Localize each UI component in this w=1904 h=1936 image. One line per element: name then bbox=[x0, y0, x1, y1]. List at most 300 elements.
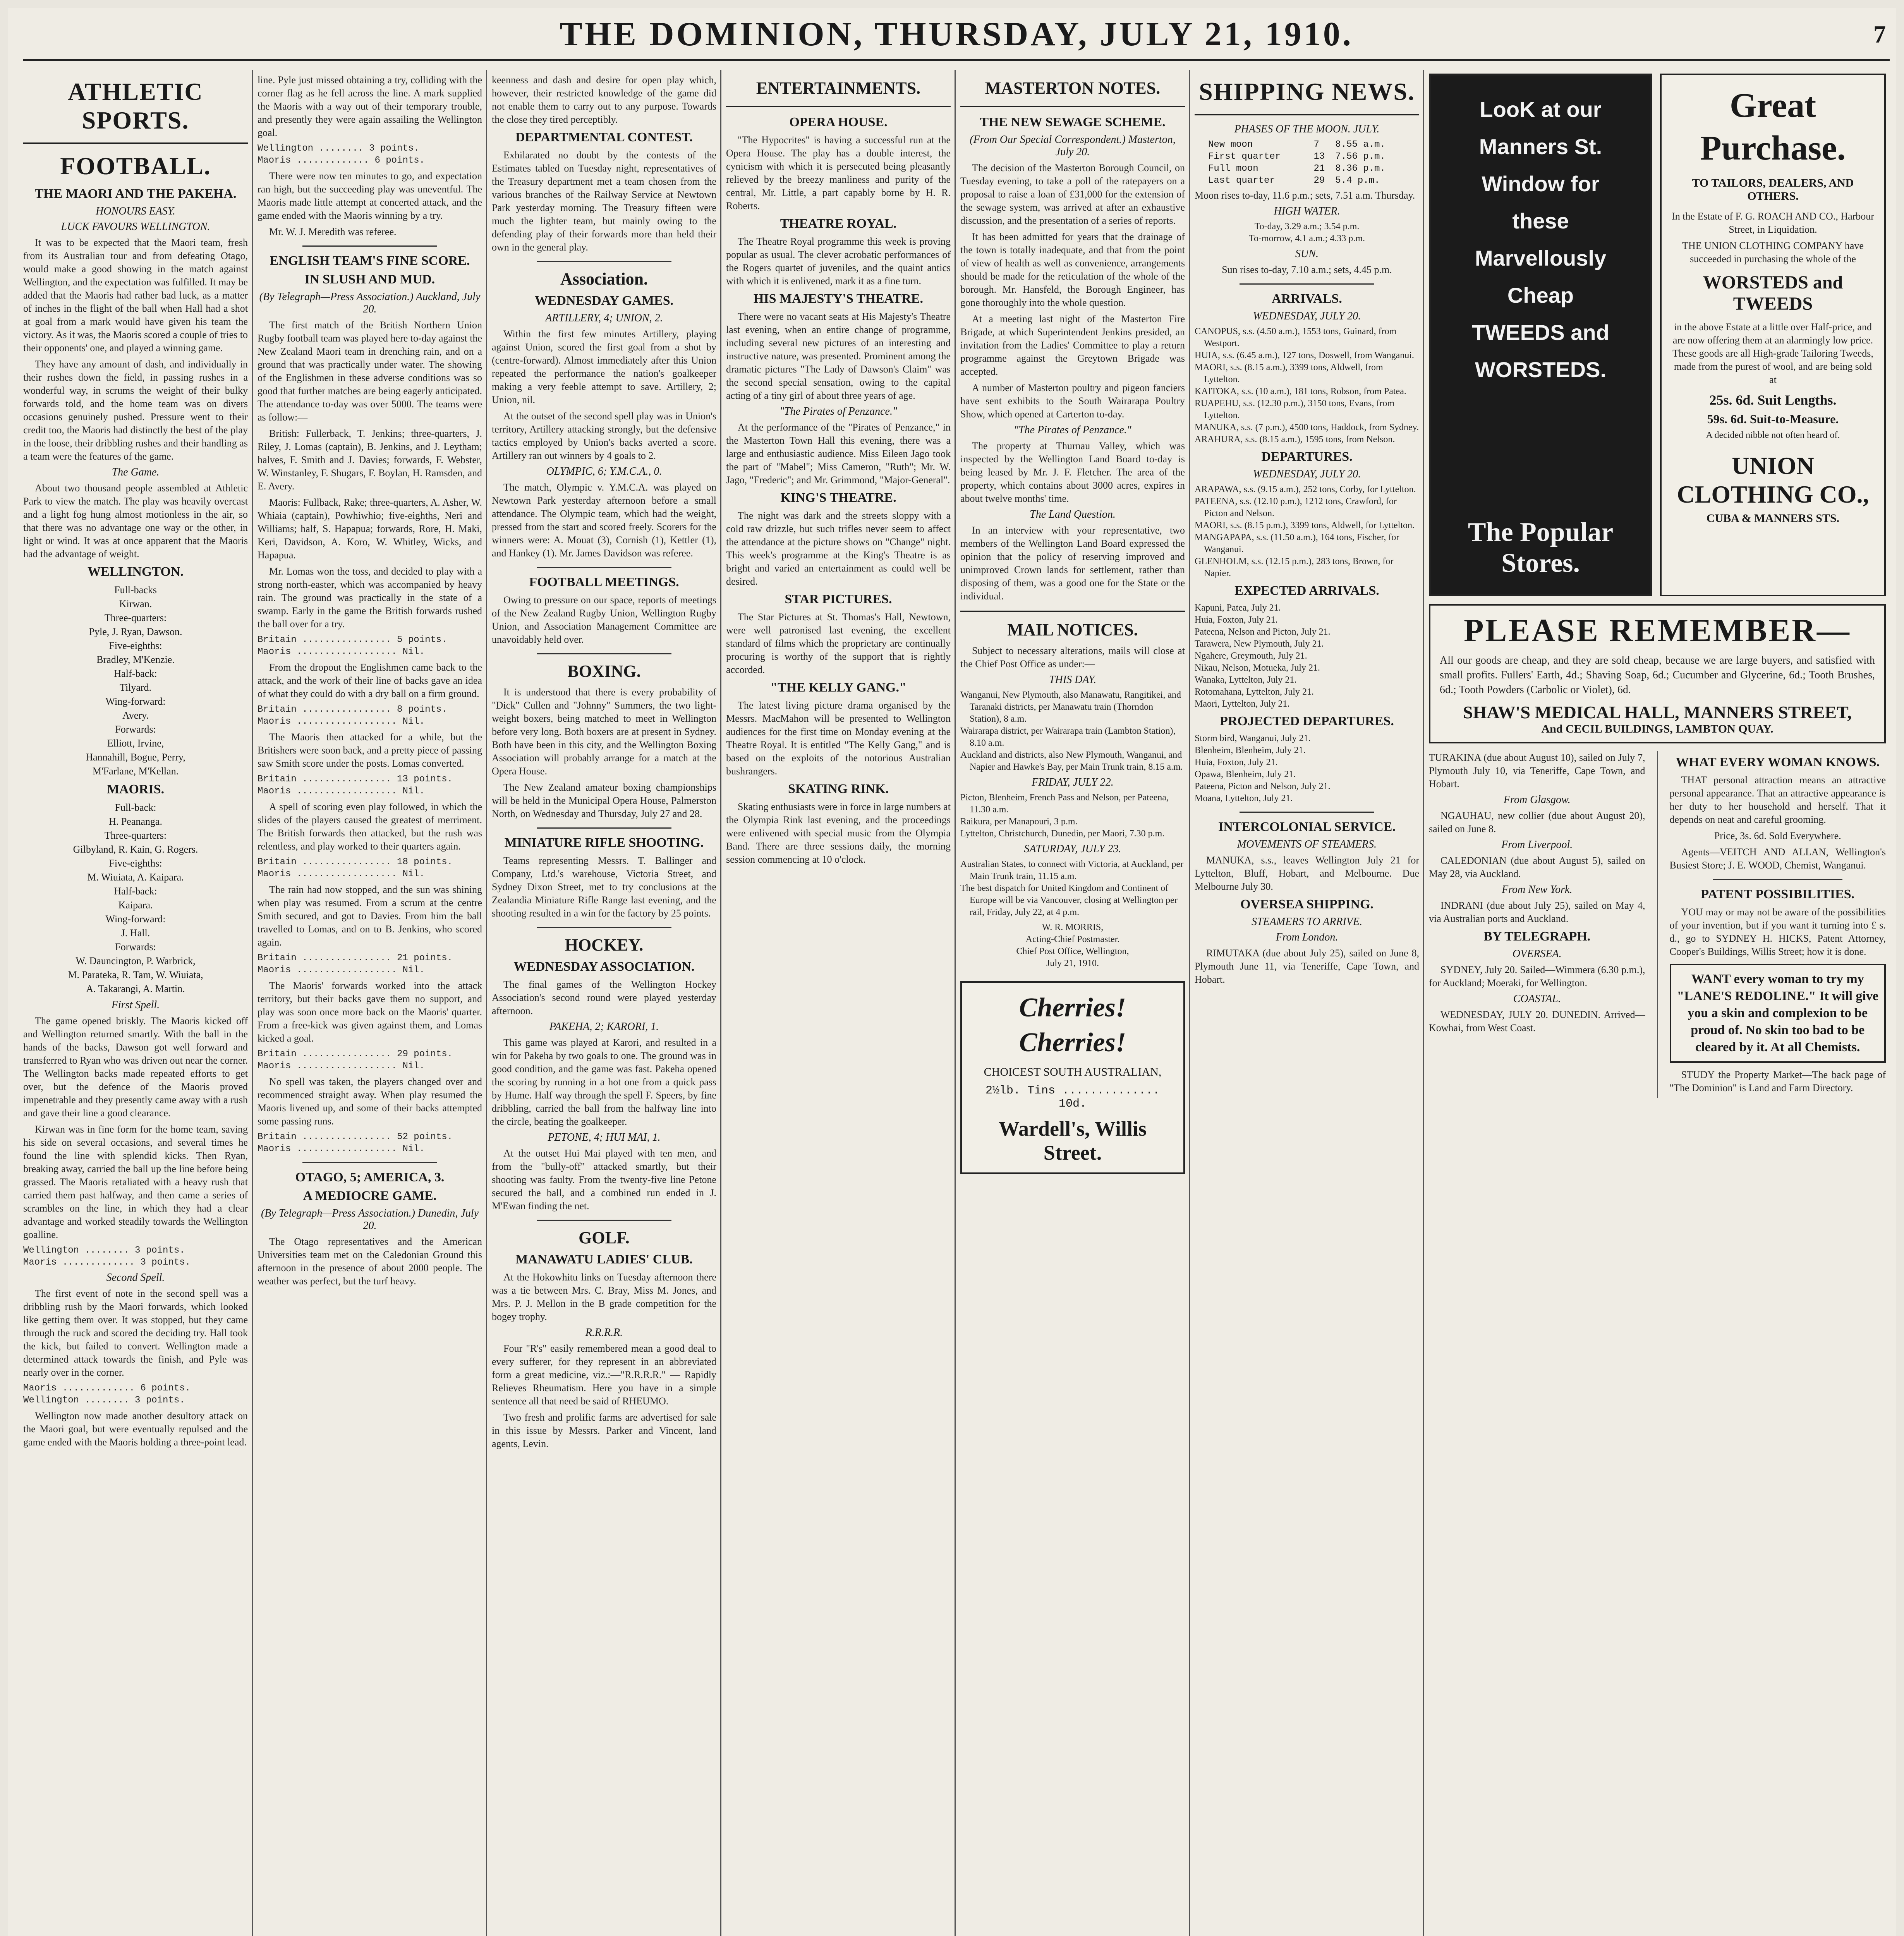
ad-text: in the above Estate at a little over Half-price, and are now offering them at an alarmingly low price. These goods are all High-grade Tailoring Tweeds, made from the purest of wool, and are being sold at bbox=[1672, 321, 1873, 385]
list-item: Storm bird, Wanganui, July 21. bbox=[1195, 733, 1311, 743]
ad-text: All our goods are cheap, and they are sold cheap, because we are large buyers, and satisfied with small profits. Fullers' Earth, 4d.; Shaving Soap, 6d.; Cucumber and Glycerine, 6d.; Tooth Brushes, 6d.; Tooth Powders (Carbolic or Violet), 6d. bbox=[1440, 654, 1875, 696]
divider bbox=[537, 827, 671, 829]
article-subheading: From New York. bbox=[1502, 884, 1573, 896]
article-paragraph: WEDNESDAY, JULY 20. DUNEDIN. Arrived—Kowhai, from West Coast. bbox=[1429, 1009, 1645, 1033]
list-item: Pateena, Picton and Nelson, July 21. bbox=[1195, 781, 1331, 791]
team-line: Full-back: bbox=[115, 802, 156, 813]
list-item: CANOPUS, s.s. (4.50 a.m.), 1553 tons, Guinard, from Westport. bbox=[1195, 326, 1397, 348]
list-item: Picton, Blenheim, French Pass and Nelson, per Pateena, 11.30 a.m. bbox=[960, 793, 1169, 815]
team-line: A. Takarangi, A. Martin. bbox=[86, 983, 185, 994]
article-paragraph: This game was played at Karori, and resulted in a win for Pakeha by two goals to one. The ground was in good condition, and the game was fast. Pakeha opened the scoring by running in a hot one from a quick pass by Hume. Half way through the spell F. Speers, by fine dribbling, carried the ball from the halfway line into the circle, beating the goalkeeper. bbox=[492, 1037, 716, 1127]
article-subheading: THIS DAY. bbox=[1049, 674, 1096, 686]
ad-line: WORSTEDS. bbox=[1475, 357, 1607, 382]
list-item: Blenheim, Blenheim, July 21. bbox=[1195, 745, 1306, 755]
article-heading: THEATRE ROYAL. bbox=[780, 216, 897, 231]
article-subheading: R.R.R.R. bbox=[585, 1327, 623, 1339]
article-paragraph: Two fresh and prolific farms are advertised for sale in this issue by Messrs. Parker and Vincent, land agents, Levin. bbox=[492, 1412, 716, 1449]
article-heading: OVERSEA SHIPPING. bbox=[1240, 897, 1373, 911]
section-heading: MASTERTON NOTES. bbox=[985, 79, 1161, 98]
article-subheading: From Liverpool. bbox=[1501, 839, 1573, 851]
ad-line: Cheap bbox=[1507, 283, 1574, 307]
column-6 bbox=[1195, 74, 1419, 1936]
list-item: Huia, Foxton, July 21. bbox=[1195, 757, 1278, 767]
divider bbox=[726, 106, 951, 107]
team-line: Half-back: bbox=[114, 668, 157, 679]
article-subheading: Second Spell. bbox=[106, 1272, 165, 1284]
article-paragraph: The Theatre Royal programme this week is proving popular as usual. The clever acrobatic performances of the Rogers quartet of juveniles, and the quaint antics with which it is enlivened, mark it as a fine turn. bbox=[726, 236, 951, 287]
team-line: Bradley, M'Kenzie. bbox=[96, 654, 175, 665]
article-paragraph: At the outset of the second spell play was in Union's territory, Artillery attacking strongly, but the defensive tactics employed by Union's backs averted a score. Artillery ran out winners by 4 goals to 2. bbox=[492, 410, 716, 461]
team-line: Hannahill, Bogue, Perry, bbox=[86, 752, 185, 763]
masthead bbox=[23, 11, 1890, 61]
article-subheading: WEDNESDAY, JULY 20. bbox=[1253, 468, 1361, 480]
article-subheading: WEDNESDAY GAMES. bbox=[534, 293, 674, 308]
article-subheading: PETONE, 4; HUI MAI, 1. bbox=[548, 1131, 661, 1143]
team-line: Three-quarters: bbox=[104, 830, 167, 841]
article-paragraph: The first event of note in the second spell was a dribbling rush by the Maori forwards, which looked like getting them over. It was stopped, but they came through the ruck and scored the deciding try. Hall took the kick, but failed to convert. Wellington made a determined attack towards the finish, and Pyle was nearly over in the corner. bbox=[23, 1288, 248, 1378]
article-paragraph: It was to be expected that the Maori team, fresh from its Australian tour and from defeating Otago, would make a good showing in the match against Wellington, and the expectation was fulfilled. It may be added that the Maoris had rather bad luck, as a matter of inches in the flight of the ball when Hall had a shot at goal from a mark would have given his team the victory. As it was, the Maoris scored a couple of tries to their opponents' one, and played a winning game. bbox=[23, 237, 248, 354]
column-1 bbox=[23, 74, 248, 1936]
list-item: Maori, Lyttelton, July 21. bbox=[1195, 699, 1290, 709]
team-line: Wing-forward: bbox=[105, 913, 166, 925]
article-paragraph: MANUKA, s.s., leaves Wellington July 21 for Lyttelton, Bluff, Hobart, and Melbourne. Due Melbourne July 30. bbox=[1195, 855, 1419, 892]
score-line bbox=[258, 1131, 482, 1155]
article-paragraph: Within the first few minutes Artillery, playing against Union, scored the first goal from a shot by (centre-forward). Almost immediately after this Union repeated the performance the nation's goalkeeper making a very feeble attempt to save. Artillery, 2; Union, nil. bbox=[492, 328, 716, 405]
column-rule bbox=[720, 70, 721, 1936]
team-line: J. Hall. bbox=[121, 927, 150, 939]
section-heading: HOCKEY. bbox=[565, 935, 644, 954]
ad-address: CUBA & MANNERS STS. bbox=[1706, 512, 1840, 525]
score: Britain ................ 13 points. bbox=[258, 774, 453, 784]
page-number: 7 bbox=[1873, 21, 1886, 48]
list-item: HUIA, s.s. (6.45 a.m.), 127 tons, Doswell, from Wanganui. bbox=[1195, 350, 1414, 360]
list-item: GLENHOLM, s.s. (12.15 p.m.), 283 tons, Brown, for Napier. bbox=[1195, 556, 1394, 578]
divider bbox=[537, 567, 671, 568]
article-paragraph: The rain had now stopped, and the sun was shining when play was resumed. From a scrum at the centre Smith secured, and got to Davies. From him the ball travelled to Lomas, and on to B. Jenkins, who scored again. bbox=[258, 884, 482, 948]
list-item: PATEENA, s.s. (12.10 p.m.), 1212 tons, Crawford, for Picton and Nelson. bbox=[1195, 496, 1397, 518]
ad-headline: PLEASE REMEMBER— bbox=[1464, 613, 1851, 649]
column-8-lower bbox=[1670, 751, 1886, 1098]
team-line: M. Parateka, R. Tam, W. Wiuiata, bbox=[68, 969, 203, 980]
ad-firm-name: UNION CLOTHING CO., bbox=[1677, 452, 1869, 508]
score-line bbox=[258, 1048, 482, 1072]
article-subheading: WEDNESDAY ASSOCIATION. bbox=[513, 959, 695, 974]
team-line: Five-eighths: bbox=[109, 640, 162, 651]
list-item: Nikau, Nelson, Motueka, July 21. bbox=[1195, 663, 1320, 673]
ad-text: In the Estate of F. G. ROACH AND CO., Harbour Street, in Liquidation. bbox=[1672, 211, 1874, 235]
score: Maoris ............. 6 points. bbox=[258, 155, 425, 166]
team-line: Avery. bbox=[122, 710, 149, 721]
ad-note: A decided nibble not often heard of. bbox=[1706, 430, 1840, 440]
score-line bbox=[23, 1382, 248, 1406]
article-heading: FOOTBALL MEETINGS. bbox=[529, 575, 679, 589]
team-heading: MAORIS. bbox=[106, 782, 165, 796]
ad-text: WANT every woman to try my "LANE'S REDOLINE." It will give you a skin and complexion to be proud of. No skin too bad to be cleared by it. At all Chemists. bbox=[1677, 972, 1878, 1054]
article-paragraph: About two thousand people assembled at Athletic Park to view the match. The play was heavily overcast and a light fog hung almost motionless in the air, so that there was no advantage one way or the other, in light or wind. It was at once apparent that the Maoris had the advantage of weight. bbox=[23, 482, 248, 560]
score: Britain ................ 8 points. bbox=[258, 704, 447, 715]
article-subheading: MANAWATU LADIES' CLUB. bbox=[515, 1252, 693, 1267]
column-rule bbox=[1657, 751, 1658, 1098]
list-item: Pateena, Nelson and Picton, July 21. bbox=[1195, 627, 1331, 637]
article-paragraph: Wellington now made another desultory attack on the Maori goal, but were eventually repulsed and the game ended with the Maoris holding a three-point lead. bbox=[23, 1410, 248, 1448]
article-paragraph: It is understood that there is every probability of "Dick" Cullen and "Johnny" Summers, the two light-weight boxers, being matched to meet in Wellington before very long. Both boxers are at present in Sydney. Both have been in this city, and the Wellington Boxing Association will probably arrange for a match at the Opera House. bbox=[492, 687, 716, 777]
article-paragraph: Kirwan was in fine form for the home team, saving his side on several occasions, and several times he found the line with splendid kicks. Then Ryan, breaking away, carried the ball up the line before being grassed. The Maoris retaliated with a heavy rush that carried them past halfway, and then came a series of scrambles on the line, in which they had a clear advantage and worked steadily towards the Wellington goalline. bbox=[23, 1124, 248, 1240]
article-subheading: The Land Question. bbox=[1030, 508, 1116, 520]
article-paragraph: The game opened briskly. The Maoris kicked off and Wellington returned smartly. With the ball in the hands of the backs, Dawson got well forward and transferred to Ryan who was driven out near the corner. The Wellington backs made repeated efforts to get over, but the defence of the Maoris proved impenetrable and they presently came away with a rush and gave their line a good clearance. bbox=[23, 1015, 248, 1119]
article-heading: OPERA HOUSE. bbox=[789, 115, 888, 129]
list-item: Moana, Lyttelton, July 21. bbox=[1195, 793, 1293, 803]
article-paragraph: No spell was taken, the players changed over and recommenced straight away. When play resumed the Maoris livened up, and some of their backs attempted some passing runs. bbox=[258, 1076, 482, 1127]
column-3 bbox=[492, 74, 716, 1936]
score: Britain ................ 21 points. bbox=[258, 953, 453, 963]
article-paragraph: Subject to necessary alterations, mails will close at the Chief Post Office as under:— bbox=[960, 645, 1185, 669]
article-paragraph: The latest living picture drama organised by the Messrs. MacMahon will be presented to Wellington audiences for the first time on Monday evening at the Theatre Royal. It is entitled "The Kelly Gang," and is based on the exploits of the notorious Australian bushrangers. bbox=[726, 700, 951, 777]
lower-columns bbox=[1429, 751, 1886, 1098]
section-heading: MINIATURE RIFLE SHOOTING. bbox=[504, 836, 704, 850]
divider bbox=[1195, 114, 1419, 115]
article-subheading: "The Pirates of Penzance." bbox=[1014, 424, 1131, 436]
divider bbox=[960, 106, 1185, 107]
team-line: Forwards: bbox=[115, 941, 156, 953]
article-subheading: OVERSEA. bbox=[1512, 948, 1562, 960]
divider bbox=[537, 1220, 671, 1221]
team-line: Half-back: bbox=[114, 886, 157, 897]
projected-departures-list bbox=[1195, 733, 1419, 805]
list-item: ARAHURA, s.s. (8.15 a.m.), 1595 tons, from Nelson. bbox=[1195, 434, 1395, 445]
team-list-maoris bbox=[23, 801, 248, 996]
score: Maoris ............. 6 points. bbox=[23, 1383, 191, 1394]
article-paragraph: The decision of the Masterton Borough Council, on Tuesday evening, to take a poll of the ratepayers on a proposal to raise a loan of £31,000 for the extension of the sewage system, was arrived at after an exhaustive discussion, and the presentation of a series of reports. bbox=[960, 162, 1185, 226]
score-line bbox=[258, 142, 482, 166]
article-paragraph: Skating enthusiasts were in force in large numbers at the Olympia Rink last evening, and the proceedings were enlivened with special music from the Olympia Band. There are three sessions daily, the morning session commencing at 10 o'clock. bbox=[726, 801, 951, 865]
divider bbox=[537, 261, 671, 262]
team-list-wellington bbox=[23, 583, 248, 778]
list-item: To-day, 3.29 a.m.; 3.54 p.m. bbox=[1254, 221, 1360, 232]
article-heading: FOOTBALL. bbox=[60, 152, 211, 180]
article-paragraph: They have any amount of dash, and individually in their rushes down the field, in passing rushes in a wonderful way, in scrums the weight of their bulky forwards told, and the home team was on divers occasions genuinely pushed. Pressure went to their credit too, the Maoris had distinctly the best of the play in the loose, their dribbling rushes and their handling as a team were the features of the game. bbox=[23, 359, 248, 462]
list-item: ARAPAWA, s.s. (9.15 a.m.), 252 tons, Corby, for Lyttelton. bbox=[1195, 484, 1416, 494]
team-line: Kirwan. bbox=[119, 598, 152, 609]
score-line bbox=[258, 634, 482, 658]
divider bbox=[960, 611, 1185, 612]
ad-subline: TO TAILORS, DEALERS, AND OTHERS. bbox=[1692, 177, 1854, 203]
article-paragraph: Agents—VEITCH AND ALLAN, Wellington's Busiest Store; J. E. WOOD, Chemist, Wanganui. bbox=[1669, 846, 1886, 871]
list-item: Wairarapa district, per Wairarapa train (Lambton Station), 8.10 a.m. bbox=[960, 726, 1176, 748]
ad-headline: Cherries! Cherries! bbox=[1019, 993, 1126, 1057]
team-line: Pyle, J. Ryan, Dawson. bbox=[89, 626, 182, 637]
article-paragraph: Exhilarated no doubt by the contests of the Estimates tabled on Tuesday night, representatives of the Treasury department met a team chosen from the various branches of the Railway Service at Newtown Park yesterday morning. The Treasury fifteen were much the lighter team, but mainly owing to the defending play of their forwards more than held their own in the general play. bbox=[492, 149, 716, 253]
column-2 bbox=[258, 74, 482, 1936]
ad-line: Window for bbox=[1482, 172, 1600, 196]
article-paragraph: CALEDONIAN (due about August 5), sailed on May 28, via Auckland. bbox=[1429, 855, 1645, 879]
article-paragraph: At the performance of the "Pirates of Penzance," in the Masterton Town Hall this evening, there was a large and enthusiastic audience. Miss Eileen Jago took the part of "Mabel"; Miss Cameron, "Ruth"; Mr. W. Jago, "Frederic"; and Mr. Grimmond, "Major-General". bbox=[726, 422, 951, 486]
list-item: Australian States, to connect with Victoria, at Auckland, per Main Trunk train, 11.15 a.m. bbox=[960, 859, 1183, 881]
score-line bbox=[258, 704, 482, 728]
article-paragraph: A number of Masterton poultry and pigeon fanciers have sent exhibits to the South Wairarapa Poultry Show, which opened at Carterton to-day. bbox=[960, 382, 1185, 420]
ad-text: THE UNION CLOTHING COMPANY have succeeded in purchasing the whole of the bbox=[1682, 240, 1864, 264]
divider bbox=[537, 653, 671, 654]
list-item: Raikura, per Manapouri, 3 p.m. bbox=[960, 817, 1078, 827]
article-paragraph: RIMUTAKA (due about July 25), sailed on June 8, Plymouth June 11, via Teneriffe, Cape Town, and Hobart. bbox=[1195, 947, 1419, 985]
article-paragraph: Sun rises to-day, 7.10 a.m.; sets, 4.45 p.m. bbox=[1222, 264, 1392, 275]
team-line: Tilyard. bbox=[119, 682, 152, 693]
article-heading: EXPECTED ARRIVALS. bbox=[1234, 584, 1379, 598]
score: Wellington ........ 3 points. bbox=[23, 1245, 185, 1256]
signature-block bbox=[960, 922, 1185, 970]
ad-price: 25s. 6d. Suit Lengths. bbox=[1709, 392, 1837, 408]
article-subheading: THE MAORI AND THE PAKEHA. bbox=[34, 187, 237, 201]
list-item: MAORI, s.s. (8.15 a.m.), 3399 tons, Aldwell, from Lyttelton. bbox=[1195, 362, 1383, 384]
ad-line: Manners St. bbox=[1479, 134, 1602, 159]
article-paragraph: There were now ten minutes to go, and expectation ran high, but the succeeding play was uneventful. The Maoris made little attempt at concerted attack, and the game ended with the Maoris winning by a try. bbox=[258, 170, 482, 221]
article-heading: PATENT POSSIBILITIES. bbox=[1701, 887, 1855, 901]
article-subheading: First Spell. bbox=[111, 999, 160, 1011]
expected-arrivals-list bbox=[1195, 602, 1419, 710]
score: Maoris .................. Nil. bbox=[258, 1144, 425, 1154]
article-heading: PROJECTED DEPARTURES. bbox=[1220, 714, 1394, 728]
article-paragraph: At the Hokowhitu links on Tuesday afternoon there was a tie between Mrs. C. Bray, Miss M. Jones, and Mrs. P. J. Mellon in the B grade competition for the bogey trophy. bbox=[492, 1272, 716, 1322]
departures-list bbox=[1195, 484, 1419, 580]
divider bbox=[302, 1162, 437, 1163]
ad-price: 2½lb. Tins .............. 10d. bbox=[985, 1084, 1160, 1110]
list-item: Ngahere, Greymouth, July 21. bbox=[1195, 651, 1307, 661]
arrivals-list bbox=[1195, 326, 1419, 446]
article-subheading: OLYMPIC, 6; Y.M.C.A., 0. bbox=[546, 465, 662, 477]
article-paragraph: The night was dark and the streets sloppy with a cold raw drizzle, but such trifles never seem to affect the attendance at the picture shows on "Change" night. This week's programme at the King's Theatre is as bright and varied an entertainment as could well be desired. bbox=[726, 510, 951, 587]
list-item: Lyttelton, Christchurch, Dunedin, per Maori, 7.30 p.m. bbox=[960, 829, 1165, 839]
section-heading: GOLF. bbox=[579, 1228, 630, 1247]
masthead-title: THE DOMINION, THURSDAY, JULY 21, 1910. bbox=[560, 15, 1353, 53]
score-line bbox=[23, 1244, 248, 1268]
team-line: Five-eighths: bbox=[109, 858, 162, 869]
newspaper-page bbox=[8, 8, 1896, 1936]
article-paragraph: Four "R's" easily remembered mean a good deal to every sufferer, for they represent in an abbreviated form a great medicine, viz.:—"R.R.R.R." — Rapidly Relieves Rheumatism. Here you have in a simple sentence all that need be said of RHEUMO. bbox=[492, 1343, 716, 1407]
article-subheading: A MEDIOCRE GAME. bbox=[303, 1189, 437, 1203]
score: Wellington ........ 3 points. bbox=[258, 143, 419, 154]
article-heading: ARRIVALS. bbox=[1272, 292, 1342, 306]
score: Maoris .................. Nil. bbox=[258, 647, 425, 657]
score: Maoris .................. Nil. bbox=[258, 786, 425, 796]
score: Maoris .................. Nil. bbox=[258, 869, 425, 879]
article-subheading: PHASES OF THE MOON. JULY. bbox=[1234, 123, 1380, 135]
section-heading: Association. bbox=[560, 269, 648, 288]
article-heading: WHAT EVERY WOMAN KNOWS. bbox=[1676, 755, 1880, 769]
article-heading: INTERCOLONIAL SERVICE. bbox=[1218, 820, 1396, 834]
score: Maoris .................. Nil. bbox=[258, 716, 425, 727]
team-line: Kaipara. bbox=[118, 899, 153, 911]
article-subheading: SUN. bbox=[1295, 248, 1319, 260]
byline: (From Our Special Correspondent.) Masterton, July 20. bbox=[970, 134, 1176, 158]
column-rule bbox=[1189, 70, 1190, 1936]
score-line bbox=[258, 856, 482, 880]
section-heading: MAIL NOTICES. bbox=[1007, 620, 1138, 639]
section-heading: ATHLETIC SPORTS. bbox=[68, 78, 203, 134]
ad-product: WORSTEDS and TWEEDS bbox=[1703, 272, 1843, 314]
article-heading: STAR PICTURES. bbox=[785, 592, 892, 606]
article-paragraph: keenness and dash and desire for open play which, however, their restricted knowledge of the game did not enable them to carry out to any purpose. Towards the close they tired perceptibly. bbox=[492, 74, 716, 125]
article-subheading: MOVEMENTS OF STEAMERS. bbox=[1237, 838, 1377, 850]
article-paragraph: The first match of the British Northern Union Rugby football team was played here to-day against the New Zealand Maori team in drenching rain, and on a ground that was practically under water. The showing of the Englishmen in these adverse conditions was so good that further matches are being eagerly anticipated. The attendance to-day was over 5000. The teams were as follow:— bbox=[258, 319, 482, 423]
cherries-advertisement bbox=[960, 981, 1185, 1174]
team-line: Full-backs bbox=[114, 584, 157, 596]
column-7-lower bbox=[1429, 751, 1645, 1098]
article-paragraph: A spell of scoring even play followed, in which the slides of the players caused the greatest of merriment. The British forwards then attacked, but the rush was relentless, and play worked to their quarters again. bbox=[258, 801, 482, 852]
table-row: Last quarter 29 5.4 p.m. bbox=[1208, 175, 1380, 186]
article-heading: SKATING RINK. bbox=[788, 782, 889, 796]
list-item: Kapuni, Patea, July 21. bbox=[1195, 603, 1281, 613]
article-heading: HIS MAJESTY'S THEATRE. bbox=[753, 292, 924, 306]
article-paragraph: Teams representing Messrs. T. Ballinger and Company, Ltd.'s warehouse, Victoria Street, and Sydney Dixon Street, met to try conclusions at the Zealandia Miniature Rifle Range last evening, and the shooting resulted in a win for the factory by 25 points. bbox=[492, 855, 716, 919]
list-item: The best dispatch for United Kingdom and Continent of Europe will be via Vancouver, closing at Wellington per rail, Friday, July 22, at 4 p.m. bbox=[960, 883, 1178, 917]
article-subheading: PAKEHA, 2; KARORI, 1. bbox=[549, 1021, 659, 1033]
ad-firm-name: SHAW'S MEDICAL HALL, MANNERS STREET, bbox=[1463, 702, 1852, 722]
team-line: M. Wiuiata, A. Kaipara. bbox=[87, 872, 184, 883]
article-subheading: ARTILLERY, 4; UNION, 2. bbox=[545, 312, 663, 324]
ad-line: LooK at our bbox=[1480, 97, 1602, 122]
team-line: M'Farlane, M'Kellan. bbox=[92, 765, 179, 777]
ad-price: Price, 3s. 6d. Sold Everywhere. bbox=[1714, 830, 1841, 841]
list-item: KAITOKA, s.s. (10 a.m.), 181 tons, Robson, from Patea. bbox=[1195, 386, 1406, 396]
ad-line: Marvellously bbox=[1475, 246, 1607, 270]
signature-line: Chief Post Office, Wellington, bbox=[1016, 946, 1129, 956]
great-purchase-advertisement bbox=[1660, 74, 1886, 596]
list-item: Opawa, Blenheim, July 21. bbox=[1195, 769, 1296, 779]
ad-footer: The Popular Stores. bbox=[1468, 517, 1614, 578]
column-7-8 bbox=[1429, 74, 1886, 1936]
article-paragraph: The Star Pictures at St. Thomas's Hall, Newtown, were well patronised last evening, the excellent standard of films which the proprietary are continually procuring is worthy of the support that is rightly accorded. bbox=[726, 611, 951, 675]
column-rule bbox=[1423, 70, 1424, 1936]
list-item: Wanganui, New Plymouth, also Manawatu, Rangitikei, and Taranaki districts, per Manawatu train (Thorndon Station), 8 a.m. bbox=[960, 690, 1181, 724]
article-paragraph: The New Zealand amateur boxing championships will be held in the Municipal Opera House, Palmerston North, on Wednesday and Thursday, July 27 and 28. bbox=[492, 782, 716, 819]
score-line bbox=[258, 773, 482, 797]
article-paragraph: At the outset Hui Mai played with ten men, and from the "bully-off" attacked smartly, but their shooting was faulty. From the twenty-five line Petone secured the ball, and a combined run ended in J. M'Ewan finding the net. bbox=[492, 1148, 716, 1212]
article-paragraph: The Otago representatives and the American Universities team met on the Caledonian Ground this afternoon in the presence of about 2000 people. The weather was perfect, but the turf heavy. bbox=[258, 1236, 482, 1287]
ad-price: 59s. 6d. Suit-to-Measure. bbox=[1707, 412, 1839, 426]
section-heading: BOXING. bbox=[567, 662, 641, 681]
table-row: First quarter 13 7.56 p.m. bbox=[1208, 151, 1386, 162]
advertisement-row bbox=[1429, 74, 1886, 596]
article-paragraph: At a meeting last night of the Masterton Fire Brigade, at which Superintendent Jenkins presided, an invitation from the Ladies' Committee to play a return programme against the Greytown Brigade was accepted. bbox=[960, 313, 1185, 377]
article-heading: THE NEW SEWAGE SCHEME. bbox=[980, 115, 1166, 129]
divider bbox=[537, 927, 671, 928]
ad-copy bbox=[1439, 91, 1643, 388]
table-row: New moon 7 8.55 a.m. bbox=[1208, 139, 1386, 150]
article-paragraph: The final games of the Wellington Hockey Association's second round were played yesterday afternoon. bbox=[492, 979, 716, 1016]
article-paragraph: SYDNEY, July 20. Sailed—Wimmera (6.30 p.m.), for Auckland; Moeraki, for Wellington. bbox=[1429, 964, 1645, 989]
score-line bbox=[258, 952, 482, 976]
article-paragraph: The property at Thurnau Valley, which was inspected by the Wellington Land Board to-day is being leased by Mr. J. F. Fletcher. The area of the property, which contains about 3000 acres, expires in about twelve months' time. bbox=[960, 440, 1185, 504]
article-paragraph: Owing to pressure on our space, reports of meetings of the New Zealand Rugby Union, Wellington Rugby Union, and Association Management Committee are unavoidably held over. bbox=[492, 594, 716, 645]
team-line: W. Dauncington, P. Warbrick, bbox=[76, 955, 196, 966]
ad-address: And CECIL BUILDINGS, LAMBTON QUAY. bbox=[1541, 723, 1774, 735]
article-subheading: HONOURS EASY. bbox=[96, 205, 175, 217]
ad-shop-name: Wardell's, Willis Street. bbox=[998, 1117, 1147, 1164]
column-rule bbox=[252, 70, 253, 1936]
article-paragraph: The match, Olympic v. Y.M.C.A. was played on Newtown Park yesterday afternoon before a small attendance. The Olympic team, which had the weight, pressed from the start and scored freely. Scorers for the winners were: A. Mouat (3), Cornish (1), Kettler (1), and Hankey (1). Mr. James Davidson was referee. bbox=[492, 482, 716, 559]
article-subheading: From Glasgow. bbox=[1503, 794, 1571, 806]
ad-headline: Great Purchase. bbox=[1700, 86, 1846, 167]
score: Maoris .................. Nil. bbox=[258, 1061, 425, 1071]
article-paragraph: There were no vacant seats at His Majesty's Theatre last evening, when an entire change of programme, including several new pictures of an interesting and instructive nature, was presented. Prominent among the dramatic pictures "The Lady of Dawson's Claim" was the second special sensation, owing to the capital acting of a tiny girl of about three years of age. bbox=[726, 311, 951, 401]
article-heading: DEPARTMENTAL CONTEST. bbox=[515, 130, 693, 144]
score: Wellington ........ 3 points. bbox=[23, 1395, 185, 1406]
article-subheading: WEDNESDAY, JULY 20. bbox=[1253, 310, 1361, 322]
article-paragraph: YOU may or may not be aware of the possibilities of your invention, but if you want it turning into £ s. d., go to SYDNEY H. HICKS, Patent Attorney, Cooper's Buildings, Willis Street; how it is done. bbox=[1669, 906, 1886, 957]
team-line: H. Peananga. bbox=[109, 816, 162, 827]
section-heading: ENTERTAINMENTS. bbox=[756, 79, 921, 98]
article-paragraph: The Maoris then attacked for a while, but the Britishers were soon back, and a pretty piece of passing saw Smith score under the posts. Lomas converted. bbox=[258, 731, 482, 769]
article-paragraph: TURAKINA (due about August 10), sailed on July 7, Plymouth July 10, via Teneriffe, Cape Town, and Hobart. bbox=[1429, 752, 1645, 790]
ad-line: TWEEDS and bbox=[1472, 320, 1609, 345]
article-paragraph: STUDY the Property Market—The back page of "The Dominion" is Land and Farm Directory. bbox=[1669, 1069, 1886, 1093]
team-line: Three-quarters: bbox=[104, 612, 167, 623]
divider bbox=[1240, 812, 1374, 813]
article-paragraph: NGAUHAU, new collier (due about August 20), sailed on June 8. bbox=[1429, 810, 1645, 834]
signature-line: W. R. MORRIS, bbox=[1042, 922, 1104, 932]
article-paragraph: In an interview with your representative, two members of the Wellington Land Board expressed the opinion that the policy of reserving improved and unimproved Crown lands for settlement, rather than disposing of them, was a good one for the State or the individual. bbox=[960, 525, 1185, 602]
list-item: Wanaka, Lyttelton, July 21. bbox=[1195, 675, 1297, 685]
column-4 bbox=[726, 74, 951, 1936]
article-subheading: IN SLUSH AND MUD. bbox=[304, 272, 435, 287]
team-line: Elliott, Irvine, bbox=[107, 738, 164, 749]
signature-line: July 21, 1910. bbox=[1046, 958, 1099, 968]
score: Maoris ............. 3 points. bbox=[23, 1257, 191, 1268]
article-paragraph: "The Hypocrites" is having a successful run at the Opera House. The play has a double interest, the cynicism with which it is persecuted being pleasantly relieved by the breezy manliness and purity of the central, Mr. Little, a part capably borne by H. R. Roberts. bbox=[726, 134, 951, 211]
score: Britain ................ 29 points. bbox=[258, 1049, 453, 1059]
divider bbox=[302, 245, 437, 247]
score: Britain ................ 18 points. bbox=[258, 857, 453, 867]
article-subheading: STEAMERS TO ARRIVE. bbox=[1252, 916, 1362, 928]
article-subheading: HIGH WATER. bbox=[1274, 205, 1340, 217]
article-heading: ENGLISH TEAM'S FINE SCORE. bbox=[270, 254, 470, 268]
shaws-advertisement bbox=[1429, 604, 1886, 743]
list-item: MANUKA, s.s. (7 p.m.), 4500 tons, Haddock, from Sydney. bbox=[1195, 422, 1419, 433]
article-heading: "THE KELLY GANG." bbox=[770, 680, 907, 695]
divider bbox=[1240, 283, 1374, 285]
moon-phase-table bbox=[1206, 139, 1408, 187]
list-item: Tarawera, New Plymouth, July 21. bbox=[1195, 639, 1324, 649]
article-subheading: From London. bbox=[1276, 931, 1338, 943]
article-heading: OTAGO, 5; AMERICA, 3. bbox=[295, 1170, 445, 1184]
article-heading: DEPARTURES. bbox=[1261, 450, 1353, 464]
article-subheading: COASTAL. bbox=[1513, 993, 1561, 1005]
team-line: Gilbyland, R. Kain, G. Rogers. bbox=[73, 844, 198, 855]
list-item: MANGAPAPA, s.s. (11.50 a.m.), 164 tons, Fischer, for Wanganui. bbox=[1195, 532, 1399, 554]
table-row: Full moon 21 8.36 p.m. bbox=[1208, 163, 1386, 174]
score: Britain ................ 52 points. bbox=[258, 1132, 453, 1142]
signature-line: Acting-Chief Postmaster. bbox=[1025, 934, 1120, 944]
article-paragraph: INDRANI (due about July 25), sailed on May 4, via Australian ports and Auckland. bbox=[1429, 900, 1645, 924]
tide-list bbox=[1195, 221, 1419, 245]
article-paragraph: British: Fullerback, T. Jenkins; three-quarters, J. Riley, J. Lomas (captain), B. Jenkins, and J. Leytham; halves, F. Smith and J. Davies; forwards, F. Webster, W. Winstanley, F. Shugars, F. Boylan, H. Ramsden, and E. Avery. bbox=[258, 428, 482, 492]
team-heading: WELLINGTON. bbox=[88, 565, 184, 579]
list-item: Huia, Foxton, July 21. bbox=[1195, 615, 1278, 625]
list-item: Rotomahana, Lyttelton, July 21. bbox=[1195, 687, 1314, 697]
mail-list bbox=[960, 858, 1185, 918]
lanes-redoline-advertisement bbox=[1670, 964, 1886, 1063]
score: Britain ................ 5 points. bbox=[258, 635, 447, 645]
article-paragraph: THAT personal attraction means an attractive personal appearance. That an attractive appearance is her duty to her household and herself. That it depends on neat and careful grooming. bbox=[1669, 774, 1886, 825]
byline: (By Telegraph—Press Association.) Auckland, July 20. bbox=[259, 291, 481, 315]
article-subheading: The Game. bbox=[112, 466, 160, 478]
article-subheading: LUCK FAVOURS WELLINGTON. bbox=[61, 221, 210, 233]
list-item: RUAPEHU, s.s. (12.30 p.m.), 3150 tons, Evans, from Lyttelton. bbox=[1195, 398, 1394, 420]
article-paragraph: It has been admitted for years that the drainage of the town is totally inadequate, and that from the point of view of health as well as convenience, arrangements should be made for the reticulation of the whole of the borough. Mr. Hansfeld, the Borough Engineer, has gone thoroughly into the whole question. bbox=[960, 231, 1185, 308]
article-subheading: FRIDAY, JULY 22. bbox=[1032, 776, 1114, 788]
article-subheading: "The Pirates of Penzance." bbox=[779, 405, 897, 417]
byline: (By Telegraph—Press Association.) Dunedin, July 20. bbox=[261, 1207, 479, 1232]
divider bbox=[1713, 879, 1842, 880]
